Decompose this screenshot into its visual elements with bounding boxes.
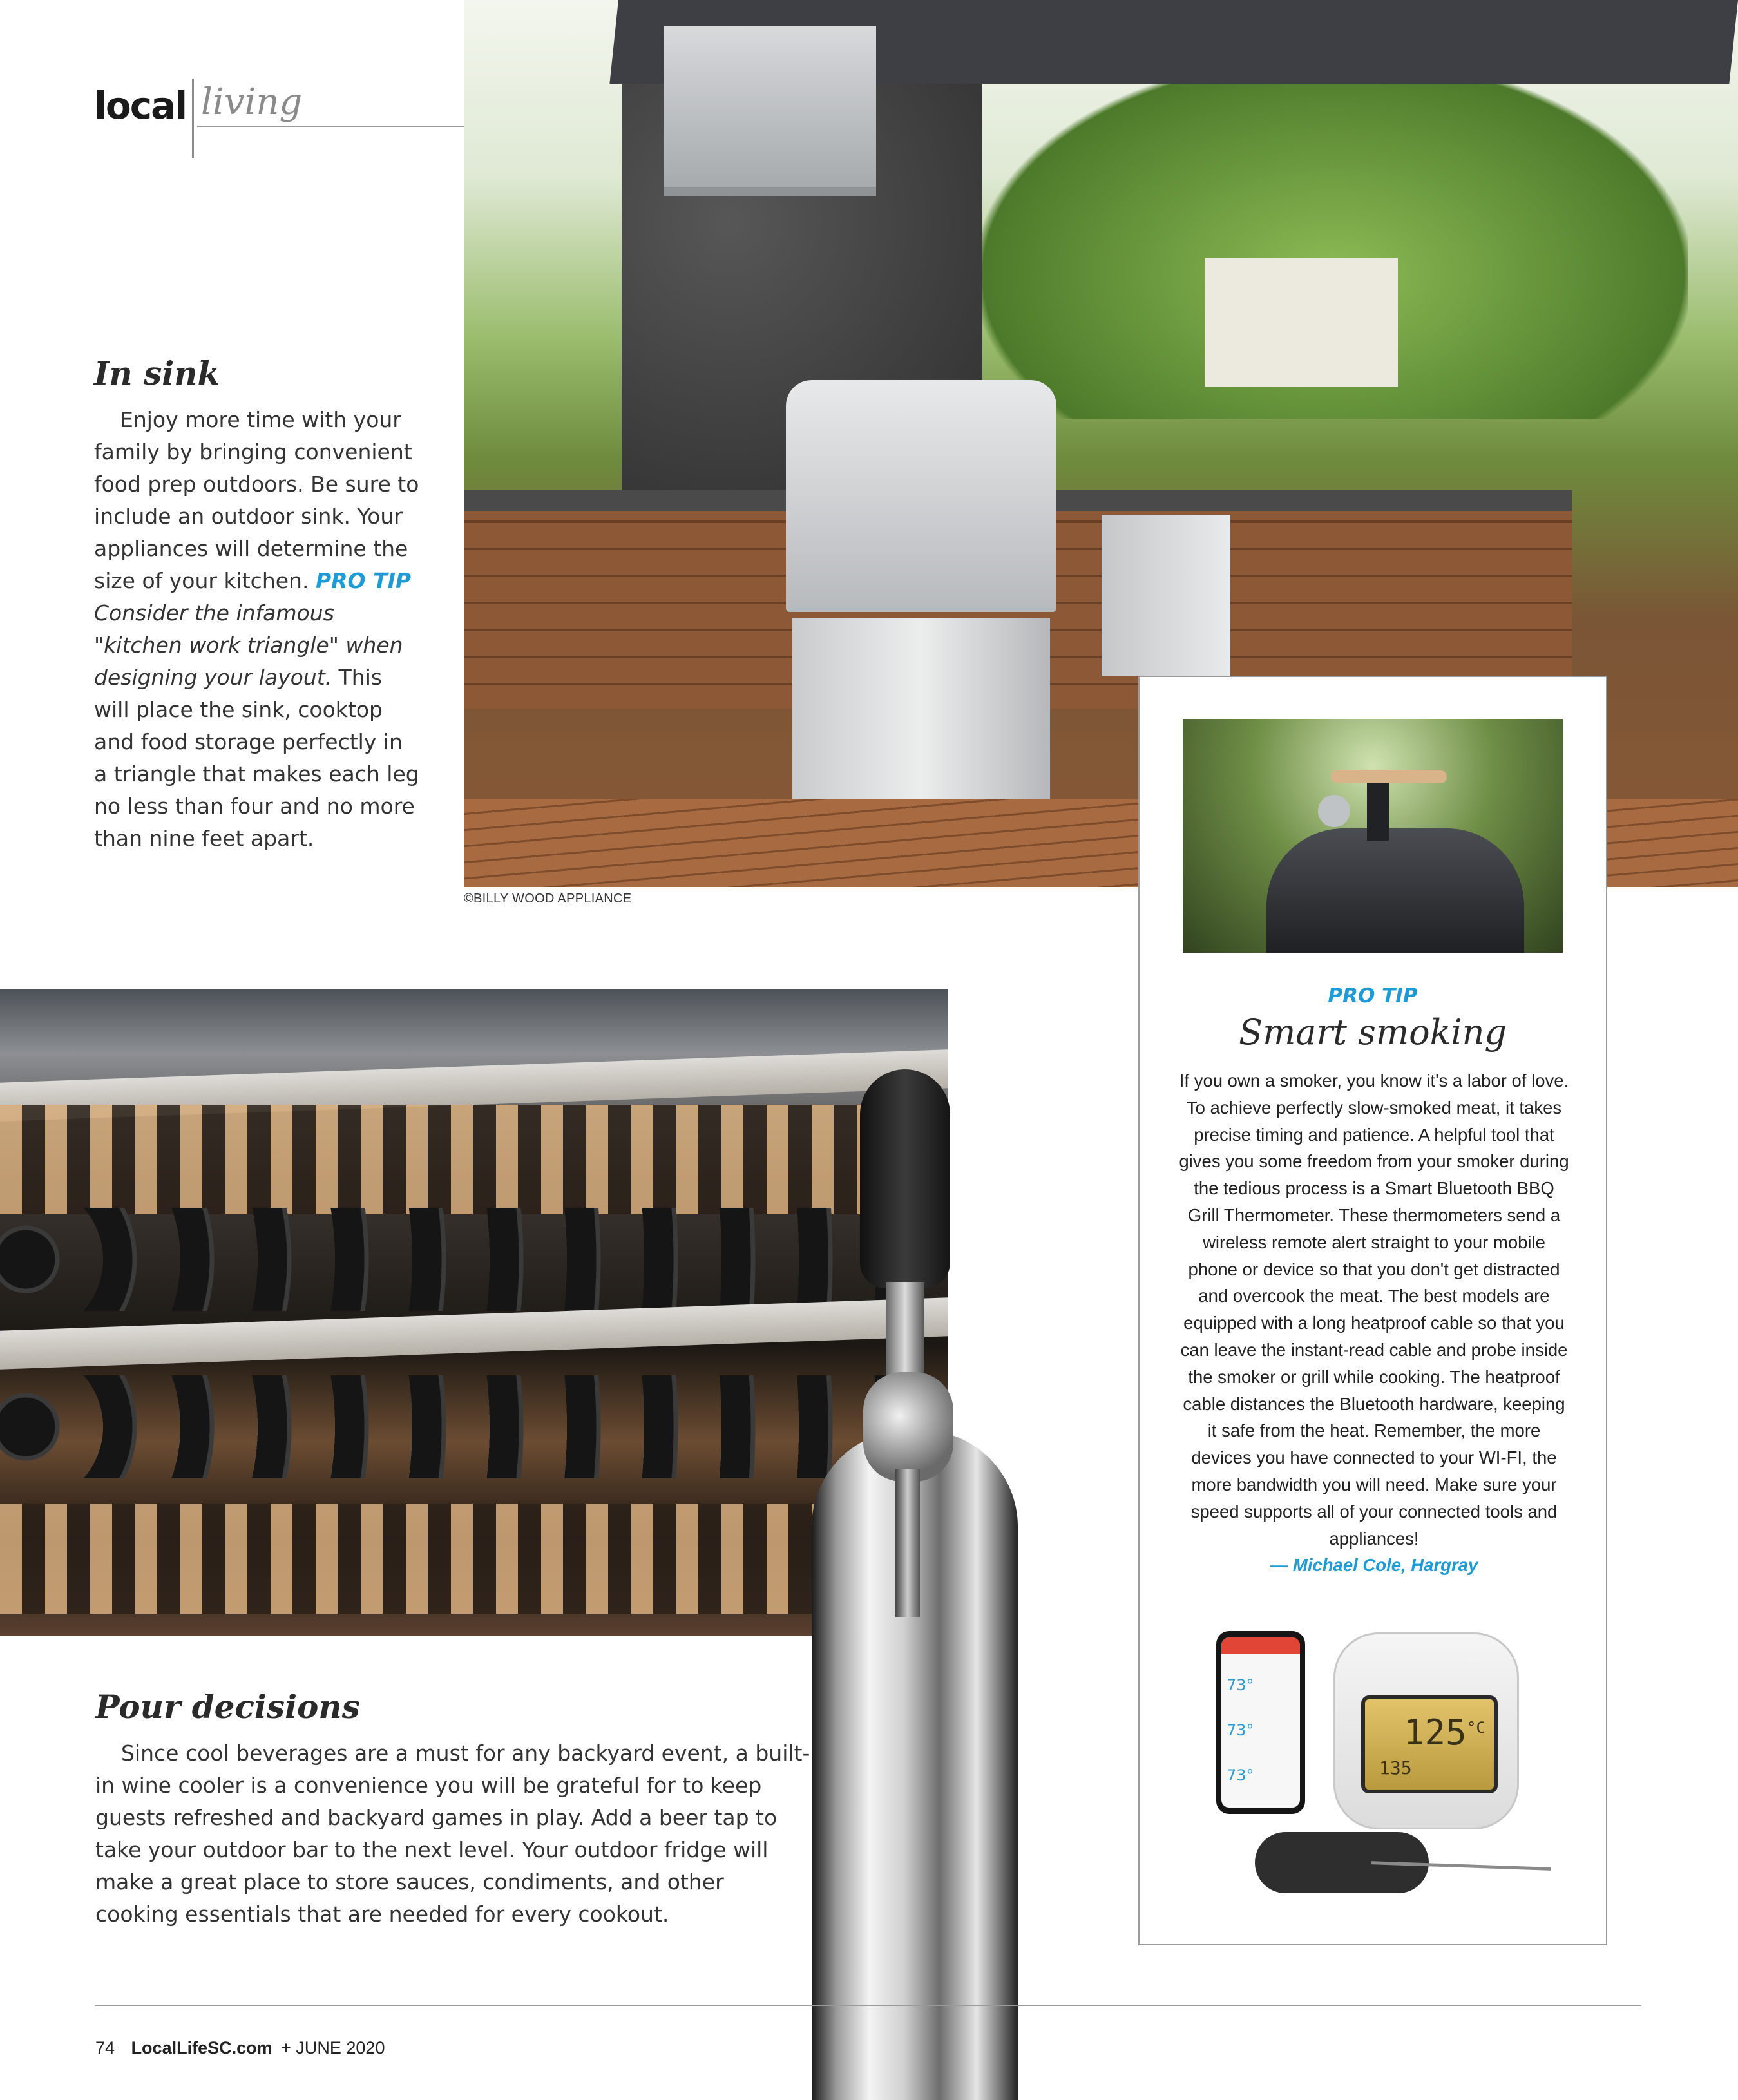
masthead-section: living (201, 81, 303, 123)
smoker-photo (1183, 719, 1563, 953)
grill (786, 380, 1056, 612)
sidebar-title: Smart smoking (1239, 1012, 1507, 1053)
bluetooth-thermometer-photo (1190, 1626, 1555, 1900)
phone (1216, 1631, 1305, 1814)
in-sink-pro-tip-label: PRO TIP (315, 568, 412, 593)
footer (95, 2038, 385, 2058)
footer-site: LocalLifeSC.com (131, 2038, 272, 2057)
smoker-handle (1331, 770, 1447, 783)
thermometer-lcd (1361, 1695, 1498, 1793)
beer-tap-photo (799, 1069, 1031, 2100)
phone-app-header (1221, 1637, 1300, 1654)
footer-rule (95, 2005, 1641, 2006)
grill-cabinet (792, 618, 1050, 812)
tap-handle (860, 1069, 950, 1288)
tap-valve (863, 1372, 953, 1482)
masthead (94, 76, 464, 158)
pour-decisions-section (95, 1688, 810, 1931)
thermometer-unit (1333, 1632, 1519, 1829)
smoker-chimney (1367, 777, 1389, 841)
masthead-divider (192, 79, 194, 158)
in-sink-text-after: This will place the sink, cooktop and food storage perfectly in a triangle that makes each leg no less than four and no more than nine feet apart. (94, 665, 419, 851)
in-sink-heading: In sink (94, 354, 220, 392)
photo-credit: ©BILLY WOOD APPLIANCE (464, 892, 632, 906)
sidebar-pro-tip-label: PRO TIP (1328, 984, 1418, 1007)
lcd-unit: °C (1467, 1719, 1485, 1737)
smoker-body (1266, 828, 1524, 953)
page-number: 74 (95, 2038, 115, 2057)
sidebar-body-text: If you own a smoker, you know it's a labor of love. To achieve perfectly slow-smoked meat, it takes precise timing and patience. A helpful tool that gives you some freedom from your smoker during the tedious process is a Smart Bluetooth BBQ Grill Thermometer. These thermometers send a wireless remote alert straight to your mobile phone or device so that you don't get distracted and overcook the meat. The best models are equipped with a long heatproof cable so that you can leave the instant-read cable and probe inside the smoker or grill while cooking. The heatproof cable distances the Bluetooth hardware, keeping it safe from the heat. Remember, the more devices you have connected to your WI-FI, the more bandwidth you will need. Make sure your speed supports all of your connected tools and appliances! (1179, 1071, 1569, 1549)
house (1205, 258, 1398, 387)
phone-reading: 73° (1227, 1766, 1254, 1784)
in-sink-text-before: Enjoy more time with your family by bringing convenient food prep outdoors. Be sure to include an outdoor sink. Your appliances will determine the size of your kitchen. (94, 407, 419, 593)
outdoor-fridge (1102, 515, 1230, 676)
phone-reading: 73° (1227, 1676, 1254, 1694)
smoker-gauge (1318, 795, 1350, 827)
in-sink-body (94, 404, 419, 855)
tap-spout (895, 1469, 920, 1617)
footer-date: + JUNE 2020 (281, 2038, 385, 2057)
in-sink-section (94, 354, 419, 855)
lcd-main-temp: 125 (1404, 1712, 1467, 1753)
sidebar-byline: — Michael Cole, Hargray (1270, 1555, 1478, 1576)
sidebar-body (1177, 1067, 1571, 1579)
range-hood (664, 26, 876, 196)
phone-reading: 73° (1227, 1721, 1254, 1739)
in-sink-pro-tip-text: Consider the infamous "kitchen work triangle" when designing your layout. (94, 600, 403, 690)
pour-decisions-body: Since cool beverages are a must for any backyard event, a built-in wine cooler is a convenience you will be grateful for to keep guests refreshed and backyard games in play. Add a beer tap to take your outdoor bar to the next level. Your outdoor fridge will make a great place to store sauces, condiments, and other cooking essentials that are needed for every cookout. (95, 1741, 810, 1927)
lcd-secondary-temp: 135 (1379, 1757, 1412, 1779)
pour-decisions-heading: Pour decisions (95, 1688, 360, 1726)
masthead-brand: local (94, 84, 187, 128)
masthead-rule (197, 126, 464, 127)
